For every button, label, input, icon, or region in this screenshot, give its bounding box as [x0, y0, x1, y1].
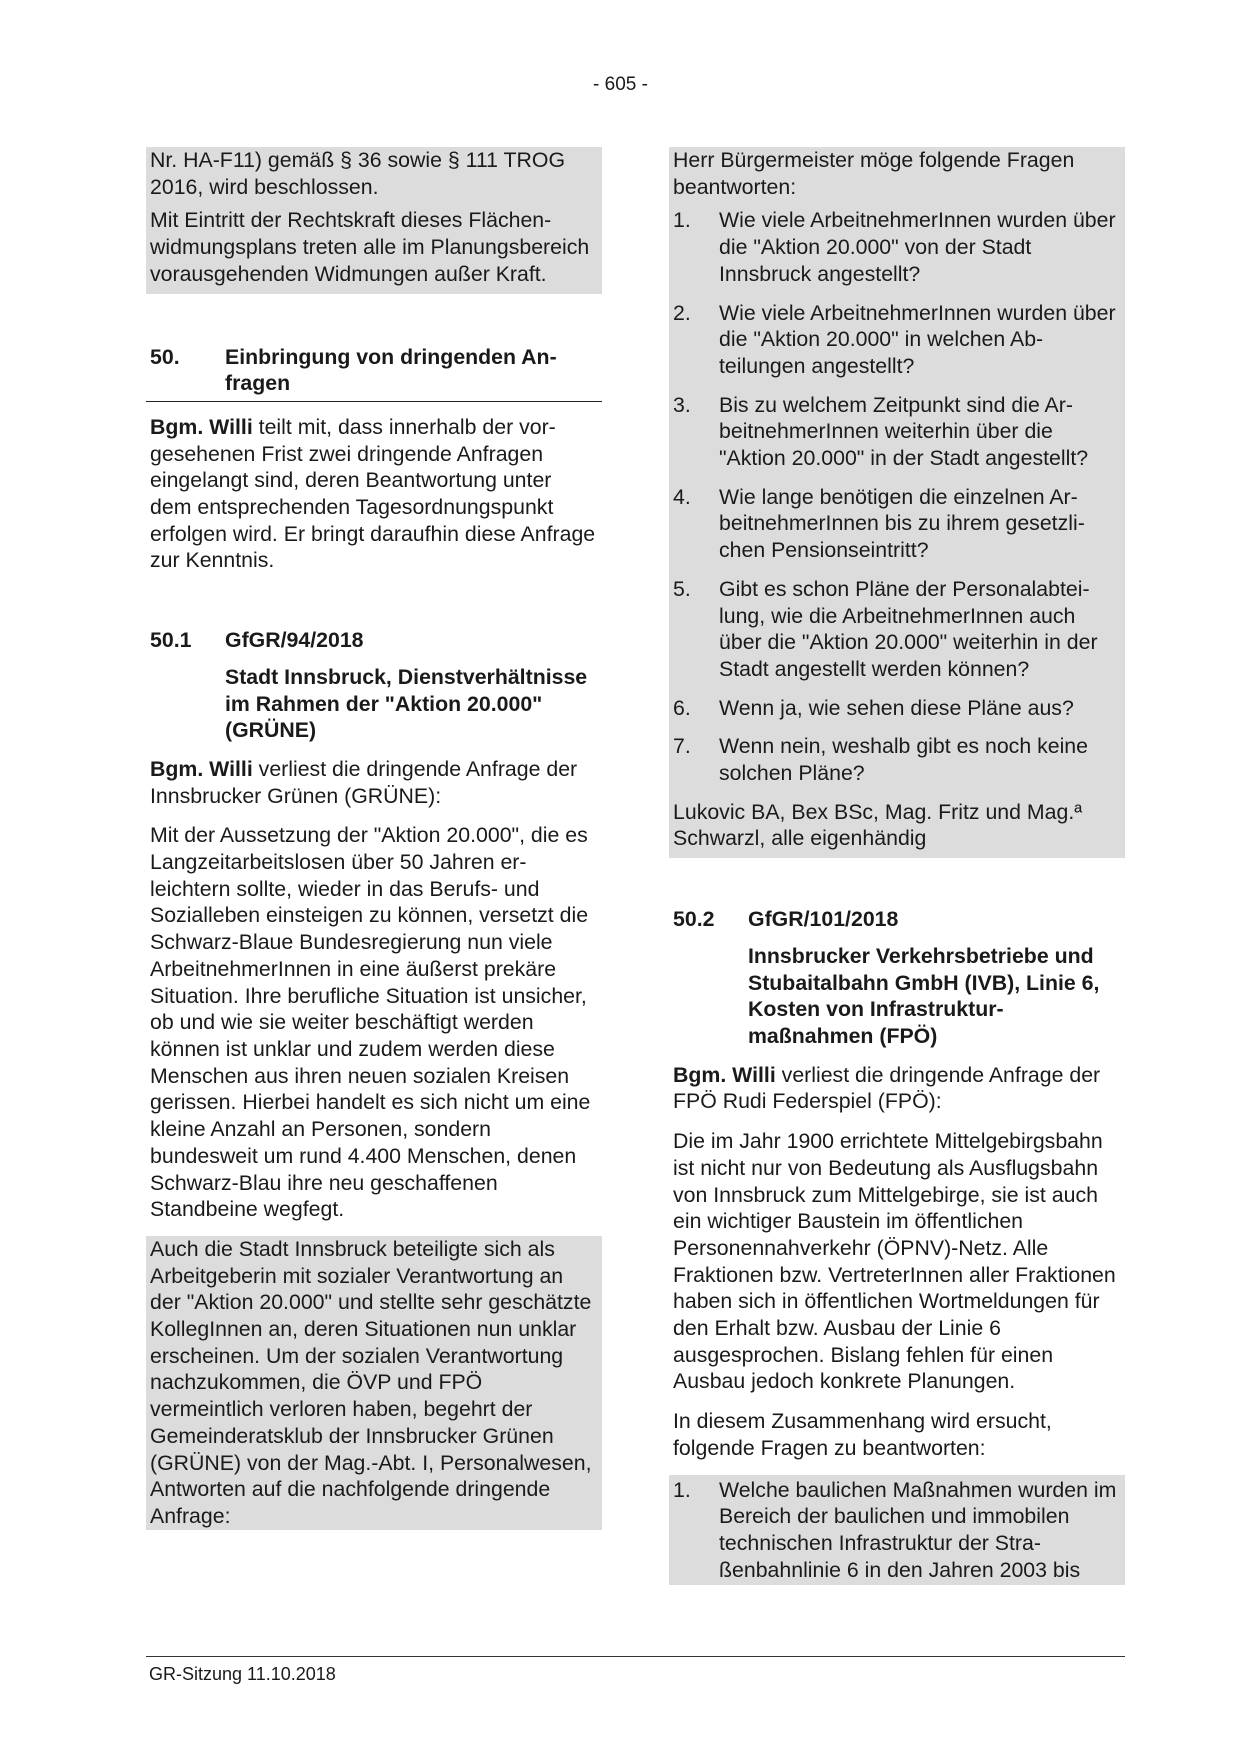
- list-item: [669, 300, 1125, 380]
- list-item: [669, 1475, 1125, 1586]
- left-column: [146, 147, 602, 1543]
- paragraph: Nr. HA-F11) gemäß § 36 sowie § 111 TROG 2016, wird beschlossen.: [150, 148, 566, 199]
- list-number: 3.: [673, 392, 691, 417]
- paragraph: Mit der Aussetzung der "Aktion 20.000", die es Langzeitarbeitslosen über 50 Jahren erleichtern sollte, wieder in das Berufs- und Sozialleben einsteigen zu können, versetzt die Schwarz-Blaue Bundesregierung nun viele ArbeitnehmerInnen in eine äußerst prekäre Situation. Ihre berufliche Situation ist unsicher, ob und wie sie weiter beschäftigt werden können ist unklar und zudem werden diese Menschen aus ihren neuen sozialen Kreisen gerissen. Hierbei handelt es sich nicht um eine kleine Anzahl an Personen, sondern bundesweit um rund 4.400 Menschen, denen Schwarz-Blau ihre neu geschaffenen Standbeine wegfegt.: [150, 823, 591, 1222]
- list-item: [669, 733, 1125, 786]
- list-text: Wie viele ArbeitnehmerInnen wurden über die "Aktion 20.000" von der Stadt Innsbruck angestellt?: [719, 208, 1116, 286]
- paragraph: Mit Eintritt der Rechtskraft dieses Flächenwidmungsplans treten alle im Planungsbereich vorausgehenden Widmungen außer Kraft.: [150, 208, 590, 286]
- list-text: Bis zu welchem Zeitpunkt sind die ArbeitnehmerInnen weiterhin über die "Aktion 20.000" in der Stadt angestellt?: [719, 392, 1089, 471]
- list-text: Wie viele ArbeitnehmerInnen wurden über die "Aktion 20.000" in welchen Abteilungen angestellt?: [719, 300, 1116, 378]
- speaker: Bgm. Willi: [673, 1062, 776, 1087]
- section-heading-50: [146, 344, 602, 402]
- list-item: [669, 576, 1125, 683]
- resolution-block: [146, 147, 602, 294]
- list-text: Wenn ja, wie sehen diese Pläne aus?: [719, 695, 1074, 720]
- list-text: Wie lange benötigen die einzelnen ArbeitnehmerInnen bis zu ihrem gesetzlichen Pensionseintritt?: [719, 484, 1085, 563]
- section-heading-50-2: [669, 906, 1125, 933]
- list-text: Gibt es schon Pläne der Personalabteilung, wie die ArbeitnehmerInnen auch über die "Aktion 20.000" weiterhin in der Stadt angestellt werden können?: [719, 576, 1098, 681]
- speaker: Bgm. Willi: [150, 756, 253, 781]
- list-number: 7.: [673, 734, 691, 759]
- section-code: GfGR/101/2018: [748, 907, 899, 932]
- section-heading-50-1: [146, 627, 602, 654]
- list-number: 1.: [673, 208, 691, 233]
- paragraph-shaded: Auch die Stadt Innsbruck beteiligte sich als Arbeitgeberin mit sozialer Verantwortung an der "Aktion 20.000" und stellte sehr geschätzte KollegInnen an, deren Situationen nun unklar erscheinen. Um der sozialen Verantwortung nachzukommen, die ÖVP und FPÖ vermeintlich verloren haben, begehrt der Gemeinderatsklub der Innsbrucker Grünen (GRÜNE) von der Mag.-Abt. I, Personalwesen, Antworten auf die nachfolgende dringende Anfrage:: [146, 1236, 602, 1530]
- question-block: [669, 147, 1125, 858]
- footer-rule: [146, 1656, 1125, 1657]
- page-number: - 605 -: [593, 74, 648, 95]
- section-title: Einbringung von dringenden Anfragen: [225, 344, 557, 396]
- section-subtitle: Stadt Innsbruck, Dienstverhältnisse im Rahmen der "Aktion 20.000" (GRÜNE): [225, 664, 588, 743]
- list-number: 2.: [673, 300, 691, 325]
- footer: GR-Sitzung 11.10.2018: [149, 1664, 336, 1684]
- speaker: Bgm. Willi: [150, 414, 253, 439]
- section-subtitle: Innsbrucker Verkehrsbetriebe und Stubaitalbahn GmbH (IVB), Linie 6, Kosten von Infrastrukturmaßnahmen (FPÖ): [748, 943, 1100, 1048]
- paragraph: [146, 414, 602, 574]
- paragraph-text: teilt mit, dass innerhalb der vorgesehenen Frist zwei dringende Anfragen eingelangt sind, deren Beantwortung unter dem entsprechenden Tagesordnungspunkt erfolgen wird. Er bringt daraufhin diese Anfrage zur Kenntnis.: [150, 414, 596, 573]
- section-code: GfGR/94/2018: [225, 628, 364, 653]
- paragraph-text: verliest die dringende Anfrage der FPÖ Rudi Federspiel (FPÖ):: [673, 1062, 1101, 1114]
- paragraph-text: verliest die dringende Anfrage der Innsbrucker Grünen (GRÜNE):: [150, 756, 578, 808]
- paragraph: In diesem Zusammenhang wird ersucht, folgende Fragen zu beantworten:: [673, 1409, 1052, 1460]
- paragraph: [146, 756, 602, 809]
- section-number: 50.1: [150, 628, 192, 653]
- paragraph: Herr Bürgermeister möge folgende Fragen beantworten:: [673, 148, 1075, 199]
- list-text: Welche baulichen Maßnahmen wurden im Bereich der baulichen und immobilen technischen Infrastruktur der Straßenbahnlinie 6 in den Jahren 2003 bis: [719, 1477, 1117, 1582]
- list-text: Wenn nein, weshalb gibt es noch keine solchen Pläne?: [719, 734, 1088, 786]
- paragraph: Die im Jahr 1900 errichtete Mittelgebirgsbahn ist nicht nur von Bedeutung als Ausflugsbahn von Innsbruck zum Mittelgebirge, sie ist auch ein wichtiger Baustein im öffentlichen Personennahverkehr (ÖPNV)-Netz. Alle Fraktionen bzw. VertreterInnen aller Fraktionen haben sich in öffentlichen Wortmeldungen für den Erhalt bzw. Ausbau der Linie 6 ausgesprochen. Bislang fehlen für einen Ausbau jedoch konkrete Planungen.: [673, 1129, 1116, 1394]
- section-number: 50.: [150, 344, 180, 369]
- list-number: 1.: [673, 1477, 691, 1502]
- list-item: [669, 207, 1125, 287]
- list-number: 4.: [673, 484, 691, 509]
- list-number: 5.: [673, 576, 691, 601]
- list-number: 6.: [673, 695, 691, 720]
- list-item: [669, 484, 1125, 564]
- signers: Lukovic BA, Bex BSc, Mag. Fritz und Mag.ª Schwarzl, alle eigenhändig: [673, 799, 1083, 851]
- list-item: [669, 695, 1125, 722]
- list-item: [669, 392, 1125, 472]
- paragraph: [669, 1062, 1125, 1115]
- section-number: 50.2: [673, 907, 715, 932]
- right-column: [669, 147, 1125, 1597]
